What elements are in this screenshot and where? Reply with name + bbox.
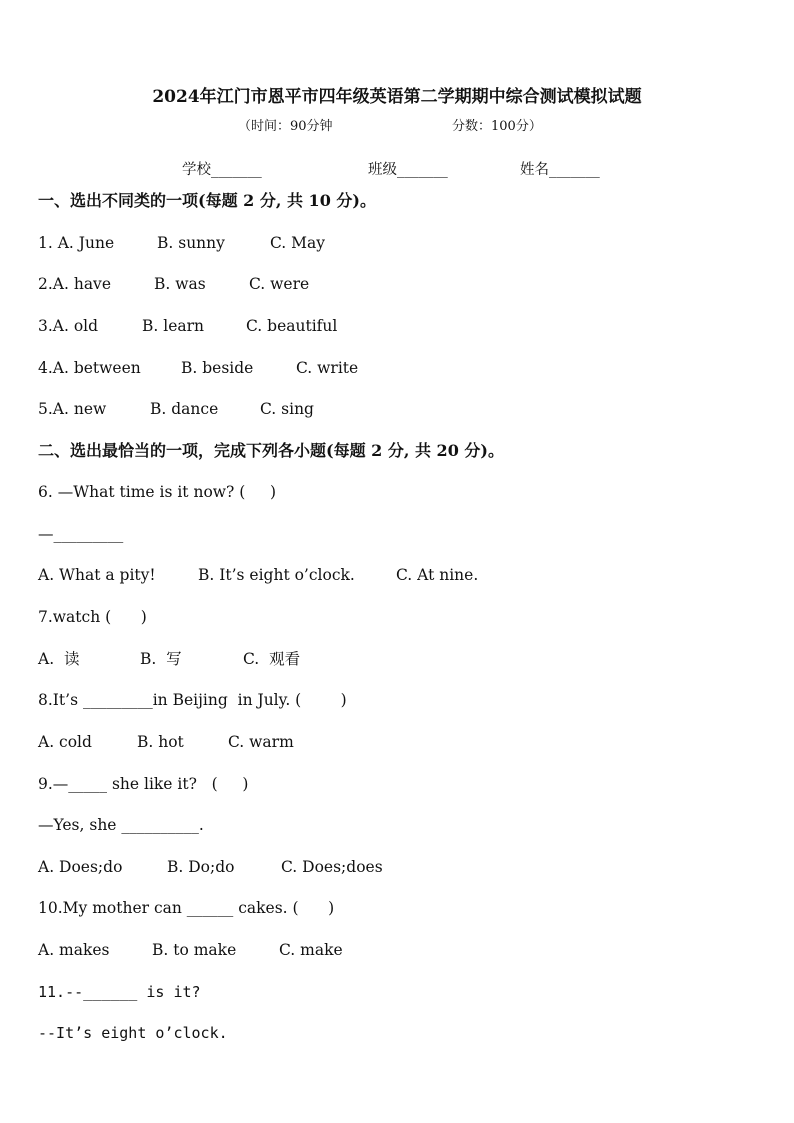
q4-option-c: C. write [296, 359, 359, 377]
exam-title: 2024年江门市恩平市四年级英语第二学期期中综合测试模拟试题 [152, 87, 642, 107]
exam-time: （时间：90分钟 [238, 119, 333, 134]
q11-reply: --It’s eight o’clock. [38, 1024, 228, 1042]
section2-heading: 二、选出最恰当的一项，完成下列各小题(每题 2 分, 共 20 分)。 [38, 441, 504, 460]
q6-option-c: C. At nine. [396, 566, 479, 584]
class-field: 班级_______ [368, 162, 448, 178]
exam-score: 分数：100分） [452, 119, 542, 134]
q1-option-c: C. May [270, 234, 326, 252]
q8-option-b: B. hot [137, 733, 184, 751]
q8-option-c: C. warm [228, 733, 294, 751]
q4-option-a: 4.A. between [38, 359, 141, 377]
q9-stem: 9.—_____ she like it? ( ) [38, 775, 249, 793]
q6-reply: —_________ [38, 525, 124, 543]
q5-option-c: C. sing [260, 400, 314, 418]
q6-option-a: A. What a pity! [38, 566, 156, 584]
q2-option-a: 2.A. have [38, 275, 111, 293]
q5-option-a: 5.A. new [38, 400, 107, 418]
q9-option-a: A. Does;do [38, 858, 123, 876]
school-field: 学校_______ [182, 162, 262, 178]
q3-option-b: B. learn [142, 317, 205, 335]
q2-option-c: C. were [249, 275, 310, 293]
q5-option-b: B. dance [150, 400, 219, 418]
q7-stem: 7.watch ( ) [38, 608, 147, 626]
q3-option-c: C. beautiful [246, 317, 338, 335]
q8-stem: 8.It’s _________in Beijing in July. ( ) [38, 691, 347, 709]
q10-option-c: C. make [279, 941, 343, 959]
q7-option-b: B. 写 [140, 650, 182, 668]
q9-reply: —Yes, she __________. [38, 816, 204, 834]
q10-option-a: A. makes [38, 941, 110, 959]
section1-heading: 一、选出不同类的一项(每题 2 分, 共 10 分)。 [38, 191, 376, 210]
q6-stem: 6. —What time is it now? ( ) [38, 483, 277, 501]
q2-option-b: B. was [154, 275, 206, 293]
q7-option-a: A. 读 [38, 650, 80, 668]
q10-stem: 10.My mother can ______ cakes. ( ) [38, 899, 335, 917]
name-field: 姓名_______ [520, 162, 600, 178]
q11-stem: 11.--______ is it? [38, 983, 201, 1001]
q10-option-b: B. to make [152, 941, 237, 959]
q9-option-b: B. Do;do [167, 858, 235, 876]
q6-option-b: B. It’s eight o’clock. [198, 566, 355, 584]
q8-option-a: A. cold [38, 733, 92, 751]
q9-option-c: C. Does;does [281, 858, 383, 876]
q3-option-a: 3.A. old [38, 317, 99, 335]
q1-option-b: B. sunny [157, 234, 225, 252]
q1-option-a: 1. A. June [38, 234, 115, 252]
q4-option-b: B. beside [181, 359, 254, 377]
q7-option-c: C. 观看 [243, 650, 301, 668]
